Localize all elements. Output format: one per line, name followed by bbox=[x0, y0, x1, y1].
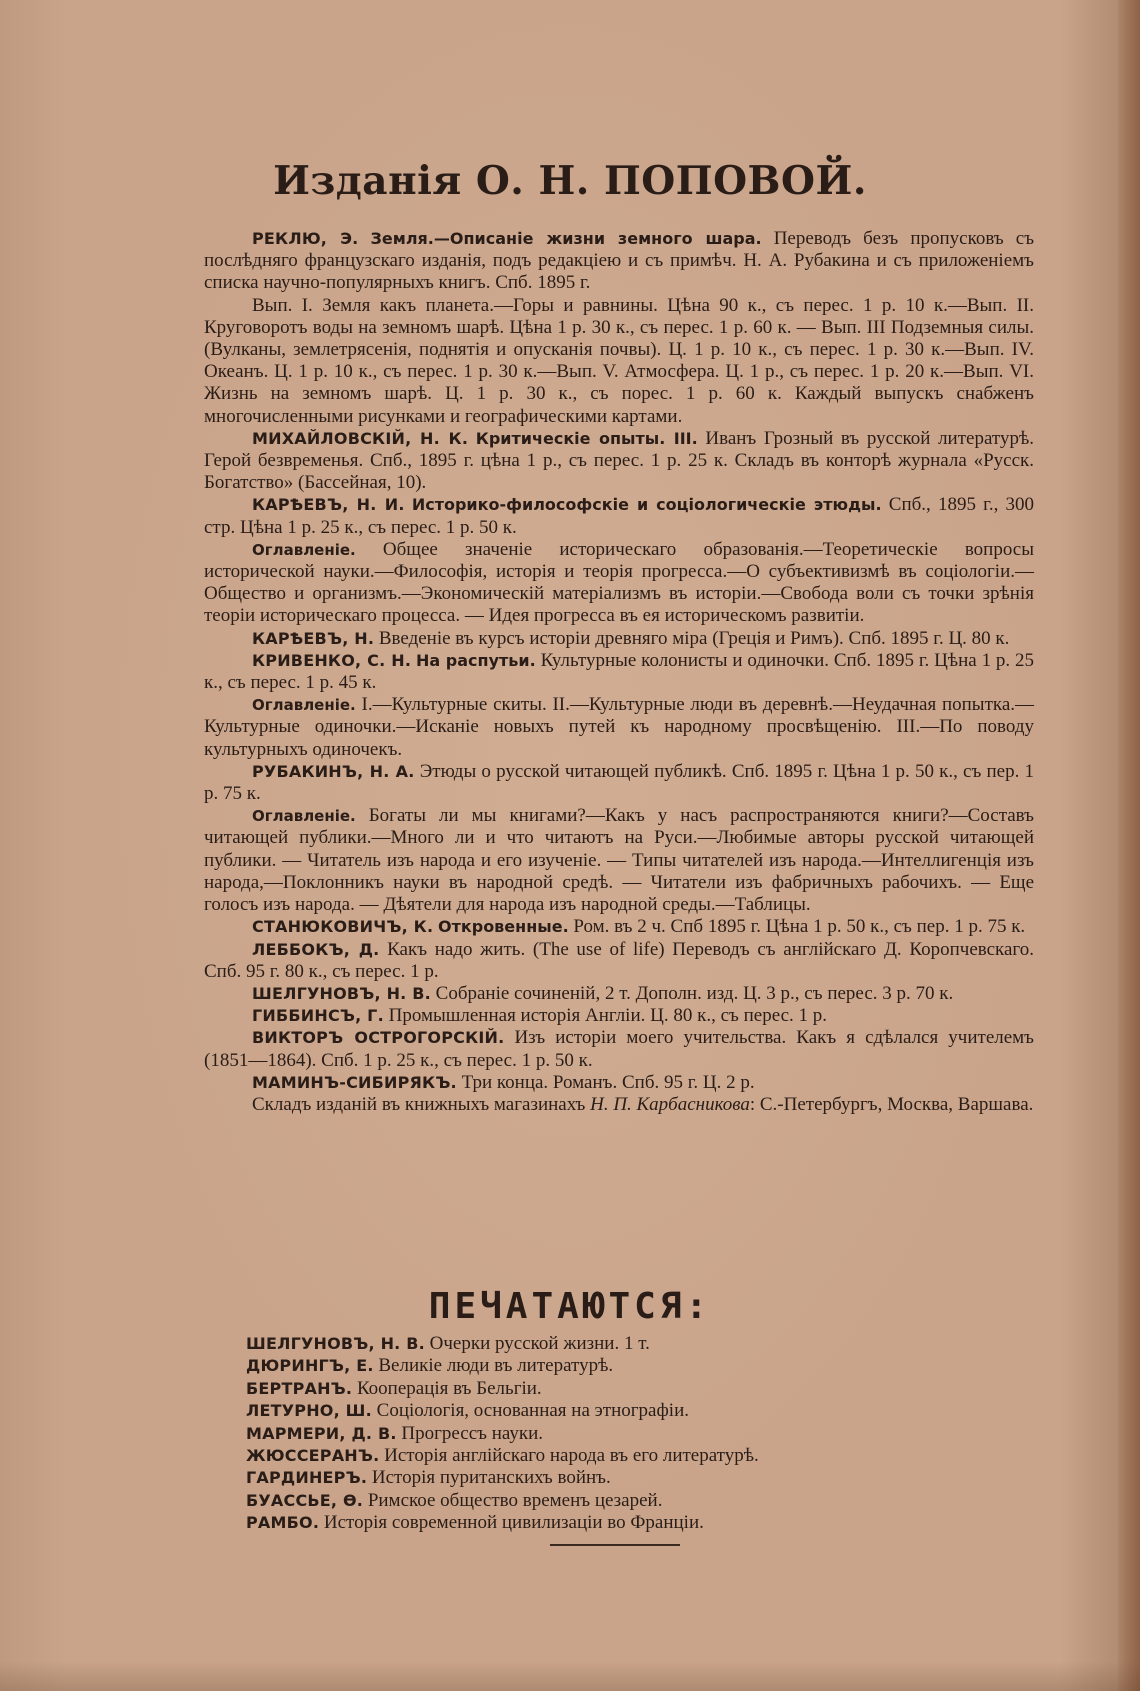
entry-gibbins bbox=[204, 1005, 1034, 1027]
publications-list bbox=[204, 228, 1034, 1116]
entry-title: Историко-философскіе и соціологическіе этюды. bbox=[411, 495, 882, 515]
printing-item bbox=[246, 1355, 1026, 1377]
printing-author: ШЕЛГУНОВЪ, Н. В. bbox=[246, 1334, 425, 1353]
entry-author: РЕКЛЮ, Э. bbox=[252, 229, 359, 248]
printing-item bbox=[246, 1512, 1026, 1534]
entry-author: ВИКТОРЪ ОСТРОГОРСКІЙ. bbox=[252, 1028, 505, 1048]
entry-author: ГИББИНСЪ, Г. bbox=[252, 1006, 384, 1026]
entry-shelgunov bbox=[204, 983, 1034, 1005]
entry-author: МИХАЙЛОВСКІЙ, Н. К. bbox=[252, 428, 469, 448]
printing-author: МАРМЕРИ, Д. В. bbox=[246, 1423, 397, 1443]
printing-author: БУАССЬЕ, Ѳ. bbox=[246, 1490, 364, 1510]
entry-mamin-sibiryak bbox=[204, 1072, 1034, 1094]
entry-title: Земля.—Описаніе жизни земного шара. bbox=[370, 229, 762, 248]
entry-krivenko-contents bbox=[204, 694, 1034, 761]
printing-author: БЕРТРАНЪ. bbox=[246, 1378, 353, 1398]
entry-kareev-contents bbox=[204, 539, 1034, 628]
printing-author: ДЮРИНГЪ, Е. bbox=[246, 1356, 374, 1376]
printing-heading: ПЕЧАТАЮТСЯ: bbox=[428, 1286, 712, 1327]
entry-reclus-volumes bbox=[204, 295, 1034, 428]
page-bottom-shadow bbox=[0, 1661, 1140, 1691]
printing-item bbox=[246, 1490, 1026, 1512]
entry-text: Введеніе въ курсъ исторіи древняго міра (Греція и Римъ). Спб. 1895 г. Ц. 80 к. bbox=[378, 627, 1010, 649]
warehouse-prefix: Складъ изданій въ книжныхъ магазинахъ bbox=[252, 1093, 586, 1115]
printing-text: Римское общество временъ цезарей. bbox=[367, 1489, 663, 1511]
warehouse-name: Н. П. Карбасникова bbox=[590, 1093, 750, 1115]
printing-item bbox=[246, 1400, 1026, 1422]
entry-text: Этюды о русской читающей публикѣ. Спб. 1895 г. Цѣна 1 р. 50 к., съ пер. 1 р. 75 к. bbox=[204, 760, 1035, 805]
entry-author: КАРѢЕВЪ, Н. И. bbox=[252, 495, 405, 515]
printing-list bbox=[246, 1333, 1026, 1535]
printing-text: Соціологія, основанная на этнографіи. bbox=[376, 1400, 689, 1422]
printing-text: Кооперація въ Бельгіи. bbox=[356, 1377, 542, 1399]
printing-text: Великіе люди въ литературѣ. bbox=[378, 1355, 614, 1377]
printing-text: Прогрессъ науки. bbox=[401, 1422, 544, 1444]
entry-text: Переводъ безъ пропусковъ съ послѣдняго французскаго изданія, подъ редакціею и съ примѣч. Н. А. Рубакина и съ приложеніемъ списка научно-популярныхъ книгъ. Спб. 1895 г. bbox=[204, 228, 1035, 294]
entry-lubbock bbox=[204, 939, 1034, 983]
page-title: Изданія О. Н. ПОПОВОЙ. bbox=[273, 158, 867, 204]
warehouse-note bbox=[204, 1094, 1034, 1116]
printing-item bbox=[246, 1423, 1026, 1445]
printing-item bbox=[246, 1467, 1026, 1489]
entry-text: Вып. I. Земля какъ планета.—Горы и равнины. Цѣна 90 к., съ перес. 1 р. 10 к.—Вып. II. Круговоротъ воды на земномъ шарѣ. Цѣна 1 р. 30 к., съ перес. 1 р. 60 к. — Вып. III Подземныя силы. (Вулканы, землетрясенія, поднятія и опусканія почвы). Ц. 1 р. 10 к., съ перес. 1 р. 30 к.—Вып. IV. Океанъ. Ц. 1 р. 10 к., съ перес. 1 р. 30 к.—Вып. V. Атмосфера. Ц. 1 р., съ перес. 1 р. 20 к.—Вып. VI. Жизнь на земномъ шарѣ. Ц. 1 р. 30 к., съ порес. 1 р. 60 к. Каждый выпускъ снабженъ многочисленными рисунками и географическими картами. bbox=[204, 294, 1034, 427]
contents-label: Оглавленіе. bbox=[252, 807, 356, 826]
entry-author: МАМИНЪ-СИБИРЯКЪ. bbox=[252, 1072, 457, 1092]
closing-rule bbox=[550, 1544, 680, 1546]
printing-text: Исторія пуританскихъ войнъ. bbox=[371, 1467, 611, 1489]
entry-text: Богаты ли мы книгами?—Какъ у насъ распространяются книги?—Составъ читающей публики.—Много ли и что читаютъ на Руси.—Любимые авторы русской читающей публики. — Читатель изъ народа и его изученіе. — Типы читателей изъ народа.—Интеллигенція изъ народа,—Поклонникъ науки въ народной средѣ. — Читатели изъ фабричныхъ рабочихъ. — Еще голосъ изъ народа. — Дѣятели для народа изъ народной среды.—Таблицы. bbox=[204, 805, 1034, 916]
contents-label: Оглавленіе. bbox=[252, 696, 356, 715]
entry-author: ШЕЛГУНОВЪ, Н. В. bbox=[252, 983, 431, 1003]
entry-kareev-etudes bbox=[204, 494, 1034, 538]
entry-author: РУБАКИНЪ, Н. А. bbox=[252, 761, 415, 781]
entry-text: Спб., 1895 г., 300 стр. Цѣна 1 р. 25 к., съ перес. 1 р. 50 к. bbox=[204, 494, 1035, 538]
entry-author: КРИВЕНКО, С. Н. bbox=[252, 650, 412, 670]
entry-text: Три конца. Романъ. Спб. 95 г. Ц. 2 р. bbox=[461, 1071, 755, 1093]
page-edge-shadow bbox=[1118, 0, 1140, 1691]
entry-author: СТАНЮКОВИЧЪ, К. bbox=[252, 917, 434, 937]
entry-text: Какъ надо жить. (The use of life) Переводъ съ англійскаго Д. Коропчевскаго. Спб. 95 г. 80 к., съ перес. 1 р. bbox=[204, 938, 1034, 982]
entry-reclus bbox=[204, 228, 1034, 295]
entry-title: На распутьи. bbox=[415, 650, 536, 670]
entry-ostrogorsky bbox=[204, 1027, 1034, 1071]
entry-text: Промышленная исторія Англіи. Ц. 80 к., съ перес. 1 р. bbox=[388, 1005, 828, 1027]
entry-rubakin-contents bbox=[204, 805, 1034, 916]
entry-kareev-intro bbox=[204, 628, 1034, 650]
entry-krivenko bbox=[204, 650, 1034, 694]
entry-title: Откровенные. bbox=[438, 917, 569, 937]
entry-title: Критическіе опыты. III. bbox=[475, 428, 698, 448]
entry-text: Изъ исторіи моего учительства. Какъ я сдѣлался учителемъ (1851—1864). Спб. 1 р. 25 к., съ перес. 1 р. 50 к. bbox=[204, 1027, 1035, 1071]
printing-text: Очерки русской жизни. 1 т. bbox=[429, 1333, 650, 1354]
printing-author: ЖЮССЕРАНЪ. bbox=[246, 1446, 380, 1466]
entry-text: Ром. въ 2 ч. Спб 1895 г. Цѣна 1 р. 50 к., съ пер. 1 р. 75 к. bbox=[573, 916, 1026, 938]
printing-text: Исторія современной цивилизаціи во Франціи. bbox=[323, 1512, 704, 1534]
printing-text: Исторія англійскаго народа въ его литературѣ. bbox=[384, 1445, 759, 1467]
printing-author: РАМБО. bbox=[246, 1513, 320, 1533]
printing-author: ГАРДИНЕРЪ. bbox=[246, 1468, 368, 1488]
entry-text: Общее значеніе историческаго образованія.—Теоретическіе вопросы исторической науки.—Философія, исторія и теорія прогресса.—О субъективизмѣ въ соціологіи.—Общество и организмъ.—Экономическій матеріализмъ въ исторіи.—Свобода воли съ точки зрѣнія теоріи историческаго процесса. — Идея прогресса въ ея историческомъ развитіи. bbox=[204, 538, 1034, 627]
entry-text: Собраніе сочиненій, 2 т. Дополн. изд. Ц. 3 р., съ перес. 3 р. 70 к. bbox=[435, 982, 954, 1004]
entry-mikhailovsky bbox=[204, 428, 1034, 495]
printing-item bbox=[246, 1445, 1026, 1467]
warehouse-suffix: : С.-Петербургъ, Москва, Варшава. bbox=[749, 1093, 1034, 1115]
entry-rubakin bbox=[204, 761, 1034, 805]
printing-item bbox=[246, 1333, 1026, 1355]
entry-stanyukovich bbox=[204, 916, 1034, 938]
entry-text: I.—Культурные скиты. II.—Культурные люди въ деревнѣ.—Неудачная попытка.—Культурные одиночки.—Исканіе новыхъ путей къ народному просвѣщенію. III.—По поводу культурныхъ одиночекъ. bbox=[204, 694, 1035, 760]
entry-text: Культурные колонисты и одиночки. Спб. 1895 г. Цѣна 1 р. 25 к., съ перес. 1 р. 45 к. bbox=[204, 649, 1035, 694]
printing-item bbox=[246, 1378, 1026, 1400]
entry-author: КАРѢЕВЪ, Н. bbox=[252, 628, 375, 648]
entry-author: ЛЕББОКЪ, Д. bbox=[252, 939, 380, 959]
contents-label: Оглавленіе. bbox=[252, 540, 356, 559]
entry-text: Иванъ Грозный въ русской литературѣ. Герой безвременья. Спб., 1895 г. цѣна 1 р., съ перес. 1 р. 25 к. Складъ въ конторѣ журнала «Русск. Богатство» (Бассейная, 10). bbox=[204, 427, 1035, 494]
printing-author: ЛЕТУРНО, Ш. bbox=[246, 1401, 372, 1421]
